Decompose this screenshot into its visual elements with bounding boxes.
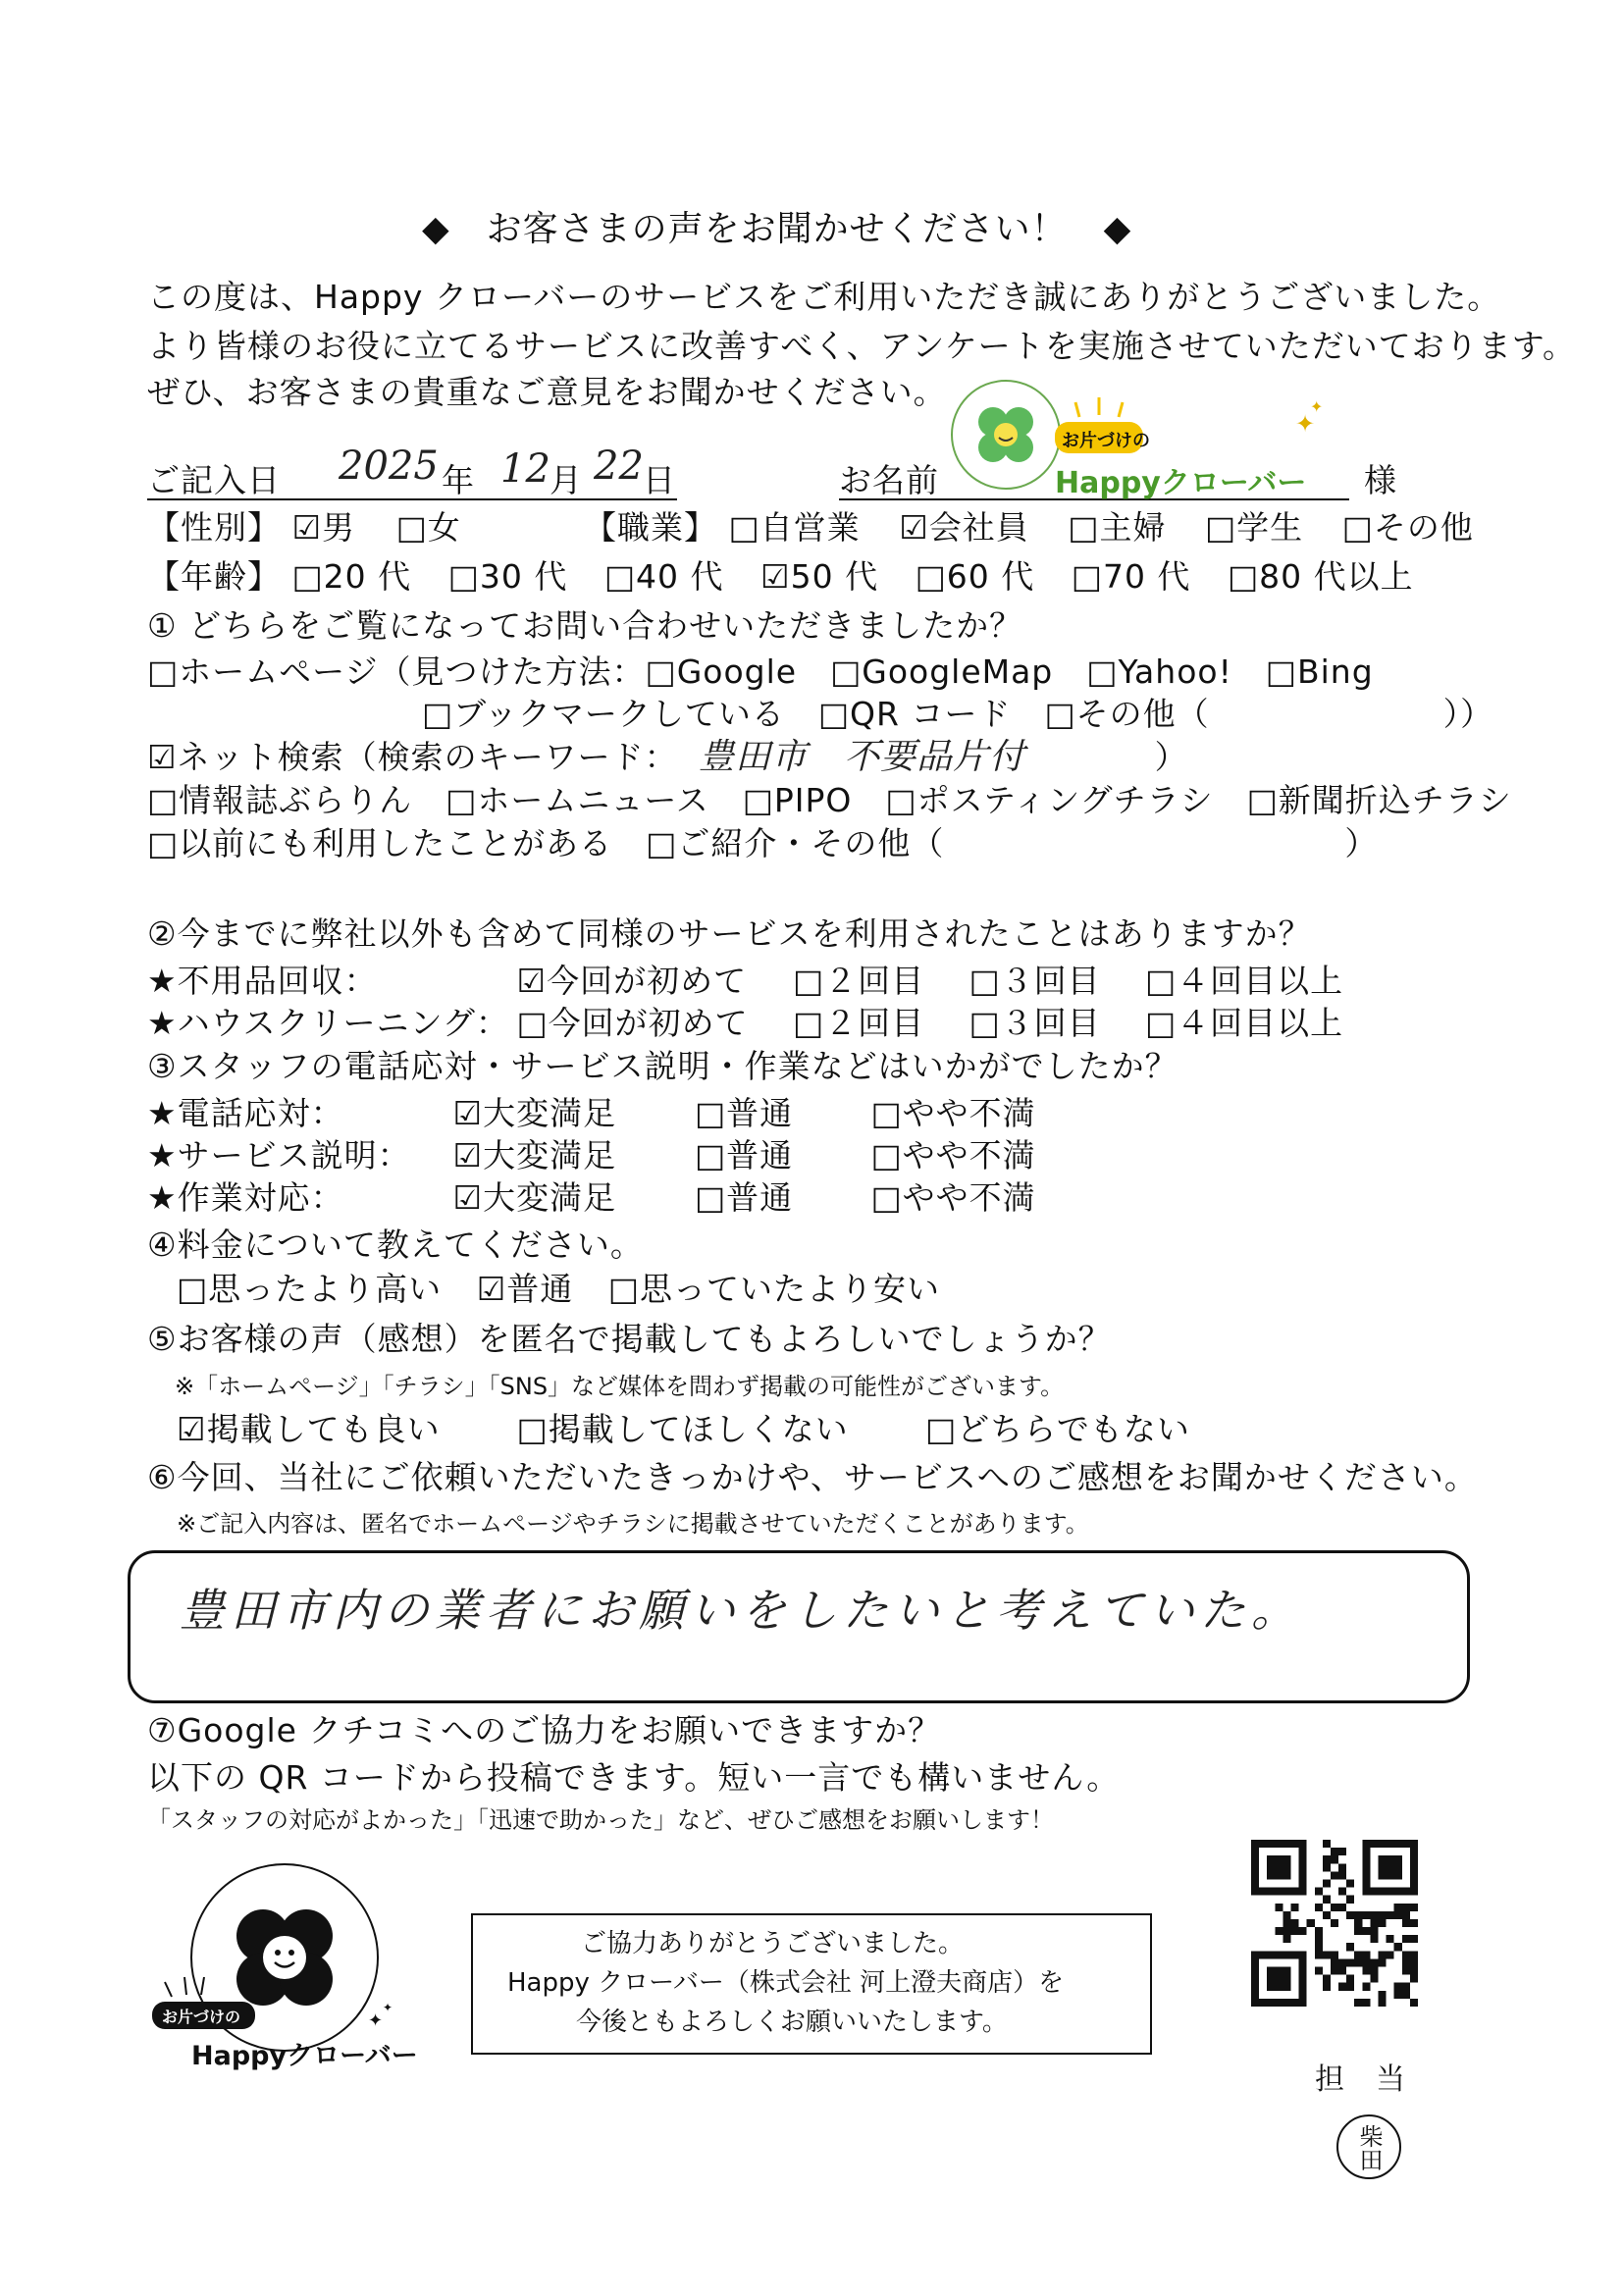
svg-text:✦: ✦: [1310, 397, 1324, 416]
thanks-line-2: Happy クローバー（株式会社 河上澄夫商店）を: [507, 1968, 1065, 1998]
svg-text:✦: ✦: [1295, 410, 1316, 438]
date-label: ご記入日: [147, 461, 281, 499]
svg-text:✦: ✦: [368, 2010, 384, 2031]
footer-logo: [147, 1859, 418, 2085]
q6-answer-box[interactable]: [128, 1550, 1470, 1703]
q3-phone-normal[interactable]: □普通: [695, 1094, 794, 1132]
q2-cleaning-label: ★ハウスクリーニング：: [147, 1004, 509, 1042]
date-day-unit: 日: [643, 461, 676, 499]
gender-label: 【性別】: [147, 508, 281, 547]
q4-options: [177, 1270, 940, 1309]
q2-cleaning-first[interactable]: □今回が初めて: [516, 1004, 749, 1042]
age-option-50s[interactable]: ☑50 代: [760, 557, 879, 596]
q3-work-very-satisfied[interactable]: ☑大変満足: [452, 1178, 617, 1217]
age-option-40s[interactable]: □40 代: [603, 557, 724, 596]
gender-row: [147, 508, 461, 548]
q2-cleaning-second[interactable]: □２回目: [793, 1004, 925, 1042]
q2-junk-label: ★不用品回収：: [147, 962, 378, 1000]
q5-option-no[interactable]: □掲載してほしくない: [516, 1410, 849, 1448]
q3-work-label: ★作業対応：: [147, 1178, 344, 1217]
q5-option-either[interactable]: □どちらでもない: [925, 1410, 1190, 1448]
q1-net-search-keyword: 豊田市 不要品片付: [699, 737, 1026, 777]
age-option-20s[interactable]: □20 代: [291, 557, 412, 596]
q5-question: ⑤お客様の声（感想）を匿名で掲載してもよろしいでしょうか？: [147, 1320, 1112, 1358]
q2-row-junk: [147, 962, 1343, 1001]
date-year-unit: 年: [442, 461, 475, 499]
staff-seal: [1336, 2114, 1401, 2179]
q2-junk-second[interactable]: □２回目: [793, 962, 925, 1000]
date-underline: [147, 498, 677, 500]
job-option-employee[interactable]: ☑会社員: [899, 508, 1029, 547]
age-label: 【年齢】: [147, 557, 281, 596]
q1-net-search-label[interactable]: ☑ネット検索（検索のキーワード：: [147, 738, 678, 776]
q3-phone-label: ★電話応対：: [147, 1094, 344, 1132]
q1-row-bookmark[interactable]: □ブックマークしている □QR コード □その他（ ））: [422, 695, 1494, 733]
footer-logo-brand-text: Happyクローバー: [191, 2041, 418, 2071]
thanks-box: [471, 1913, 1152, 2055]
page-title: ◆ お客さまの声をお聞かせください！ ◆: [422, 209, 1132, 249]
date-month-value: 12: [500, 446, 550, 492]
q2-cleaning-fourth-plus[interactable]: □４回目以上: [1145, 1004, 1344, 1042]
q6-answer-text: 豊田市内の業者にお願いをしたいと考えていた。: [180, 1584, 1302, 1637]
thanks-line-3: 今後ともよろしくお願いいたします。: [576, 2008, 1008, 2037]
staff-label: 担 当: [1315, 2062, 1406, 2097]
age-option-30s[interactable]: □30 代: [447, 557, 568, 596]
q4-option-expensive[interactable]: □思ったより高い: [177, 1270, 443, 1308]
q5-note: ※「ホームページ」「チラシ」「SNS」など媒体を問わず掲載の可能性がございます。: [175, 1373, 1065, 1400]
age-option-80s-plus[interactable]: □80 代以上: [1227, 557, 1414, 596]
gender-option-female[interactable]: □女: [395, 508, 461, 547]
staff-seal-text: 柴田: [1355, 2124, 1383, 2171]
q2-question: ②今までに弊社以外も含めて同様のサービスを利用されたことはありますか？: [147, 914, 1312, 953]
q4-option-cheap[interactable]: □思っていたより安い: [607, 1270, 940, 1308]
q3-explanation-unsatisfied[interactable]: □やや不満: [870, 1136, 1036, 1174]
q1-row-referral[interactable]: □以前にも利用したことがある □ご紹介・その他（ ）: [147, 824, 1379, 862]
q6-note: ※ご記入内容は、匿名でホームページやチラシに掲載させていただくことがあります。: [177, 1510, 1089, 1538]
job-option-self-employed[interactable]: □自営業: [728, 508, 861, 547]
q3-work-unsatisfied[interactable]: □やや不満: [870, 1178, 1036, 1217]
q7-line-2: 「スタッフの対応がよかった」「迅速で助かった」など、ぜひご感想をお願いします！: [147, 1806, 1054, 1834]
q5-options: [177, 1410, 1190, 1449]
q1-row-media[interactable]: □情報誌ぶらりん □ホームニュース □PIPO □ポスティングチラシ □新聞折込チラシ: [147, 781, 1512, 819]
name-label: お名前: [839, 461, 939, 499]
q4-question: ④料金について教えてください。: [147, 1226, 644, 1264]
q3-explanation-very-satisfied[interactable]: ☑大変満足: [452, 1136, 617, 1174]
q3-work-normal[interactable]: □普通: [695, 1178, 794, 1217]
job-option-student[interactable]: □学生: [1204, 508, 1304, 547]
q1-row-net-search: [147, 738, 1188, 777]
footer-logo-small-text: お片づけの: [162, 2008, 241, 2026]
q3-row-phone: [147, 1094, 1036, 1133]
q3-phone-unsatisfied[interactable]: □やや不満: [870, 1094, 1036, 1132]
date-year-value: 2025: [339, 444, 439, 489]
stamp-brand-text: Happyクローバー: [1055, 466, 1307, 500]
q3-row-explanation: [147, 1136, 1036, 1175]
age-option-60s[interactable]: □60 代: [915, 557, 1035, 596]
q7-line-1: 以下の QR コードから投稿できます。短い一言でも構いません。: [147, 1758, 1121, 1797]
q2-junk-fourth-plus[interactable]: □４回目以上: [1145, 962, 1344, 1000]
job-option-other[interactable]: □その他: [1341, 508, 1474, 547]
qr-code-icon[interactable]: [1251, 1840, 1418, 2007]
q3-row-work: [147, 1178, 1036, 1218]
gender-option-male[interactable]: ☑男: [291, 508, 356, 547]
q2-cleaning-third[interactable]: □３回目: [969, 1004, 1101, 1042]
intro-line-2: より皆様のお役に立てるサービスに改善すべく、アンケートを実施させていただいております。: [147, 327, 1577, 365]
q3-question: ③スタッフの電話応対・サービス説明・作業などはいかがでしたか？: [147, 1047, 1178, 1085]
q2-junk-first[interactable]: ☑今回が初めて: [516, 962, 748, 1000]
q3-phone-very-satisfied[interactable]: ☑大変満足: [452, 1094, 617, 1132]
stamp-small-text: お片づけの: [1062, 431, 1150, 451]
job-label: 【職業】: [584, 508, 717, 547]
intro-line-3: ぜひ、お客さまの貴重なご意見をお聞かせください。: [147, 373, 947, 411]
qr-code-graphic: [1251, 1840, 1418, 2007]
q5-option-ok[interactable]: ☑掲載しても良い: [177, 1410, 441, 1448]
intro-line-1: この度は、Happy クローバーのサービスをご利用いただき誠にありがとうございました。: [147, 278, 1501, 316]
q4-option-normal[interactable]: ☑普通: [476, 1270, 574, 1308]
name-suffix: 様: [1364, 461, 1397, 499]
date-month-unit: 月: [550, 461, 583, 499]
q3-explanation-label: ★サービス説明：: [147, 1136, 411, 1174]
q2-row-cleaning: [147, 1004, 1343, 1043]
age-row: [147, 557, 1414, 597]
job-option-housewife[interactable]: □主婦: [1068, 508, 1167, 547]
q2-junk-third[interactable]: □３回目: [969, 962, 1101, 1000]
q1-row-homepage[interactable]: □ホームページ（見つけた方法：□Google □GoogleMap □Yahoo! □Bing: [147, 652, 1374, 691]
age-option-70s[interactable]: □70 代: [1071, 557, 1191, 596]
q1-net-search-close: ）: [1154, 738, 1188, 776]
company-stamp: [942, 378, 1354, 500]
q1-question: ① どちらをご覧になってお問い合わせいただきましたか？: [147, 606, 1023, 645]
job-row: [584, 508, 1474, 548]
q6-question: ⑥今回、当社にご依頼いただいたきっかけや、サービスへのご感想をお聞かせください。: [147, 1458, 1478, 1496]
svg-text:✦: ✦: [383, 2001, 393, 2014]
thanks-line-1: ご協力ありがとうございました。: [581, 1929, 965, 1958]
q3-explanation-normal[interactable]: □普通: [695, 1136, 794, 1174]
date-day-value: 22: [594, 444, 644, 489]
q7-question: ⑦Google クチコミへのご協力をお願いできますか？: [147, 1711, 942, 1749]
